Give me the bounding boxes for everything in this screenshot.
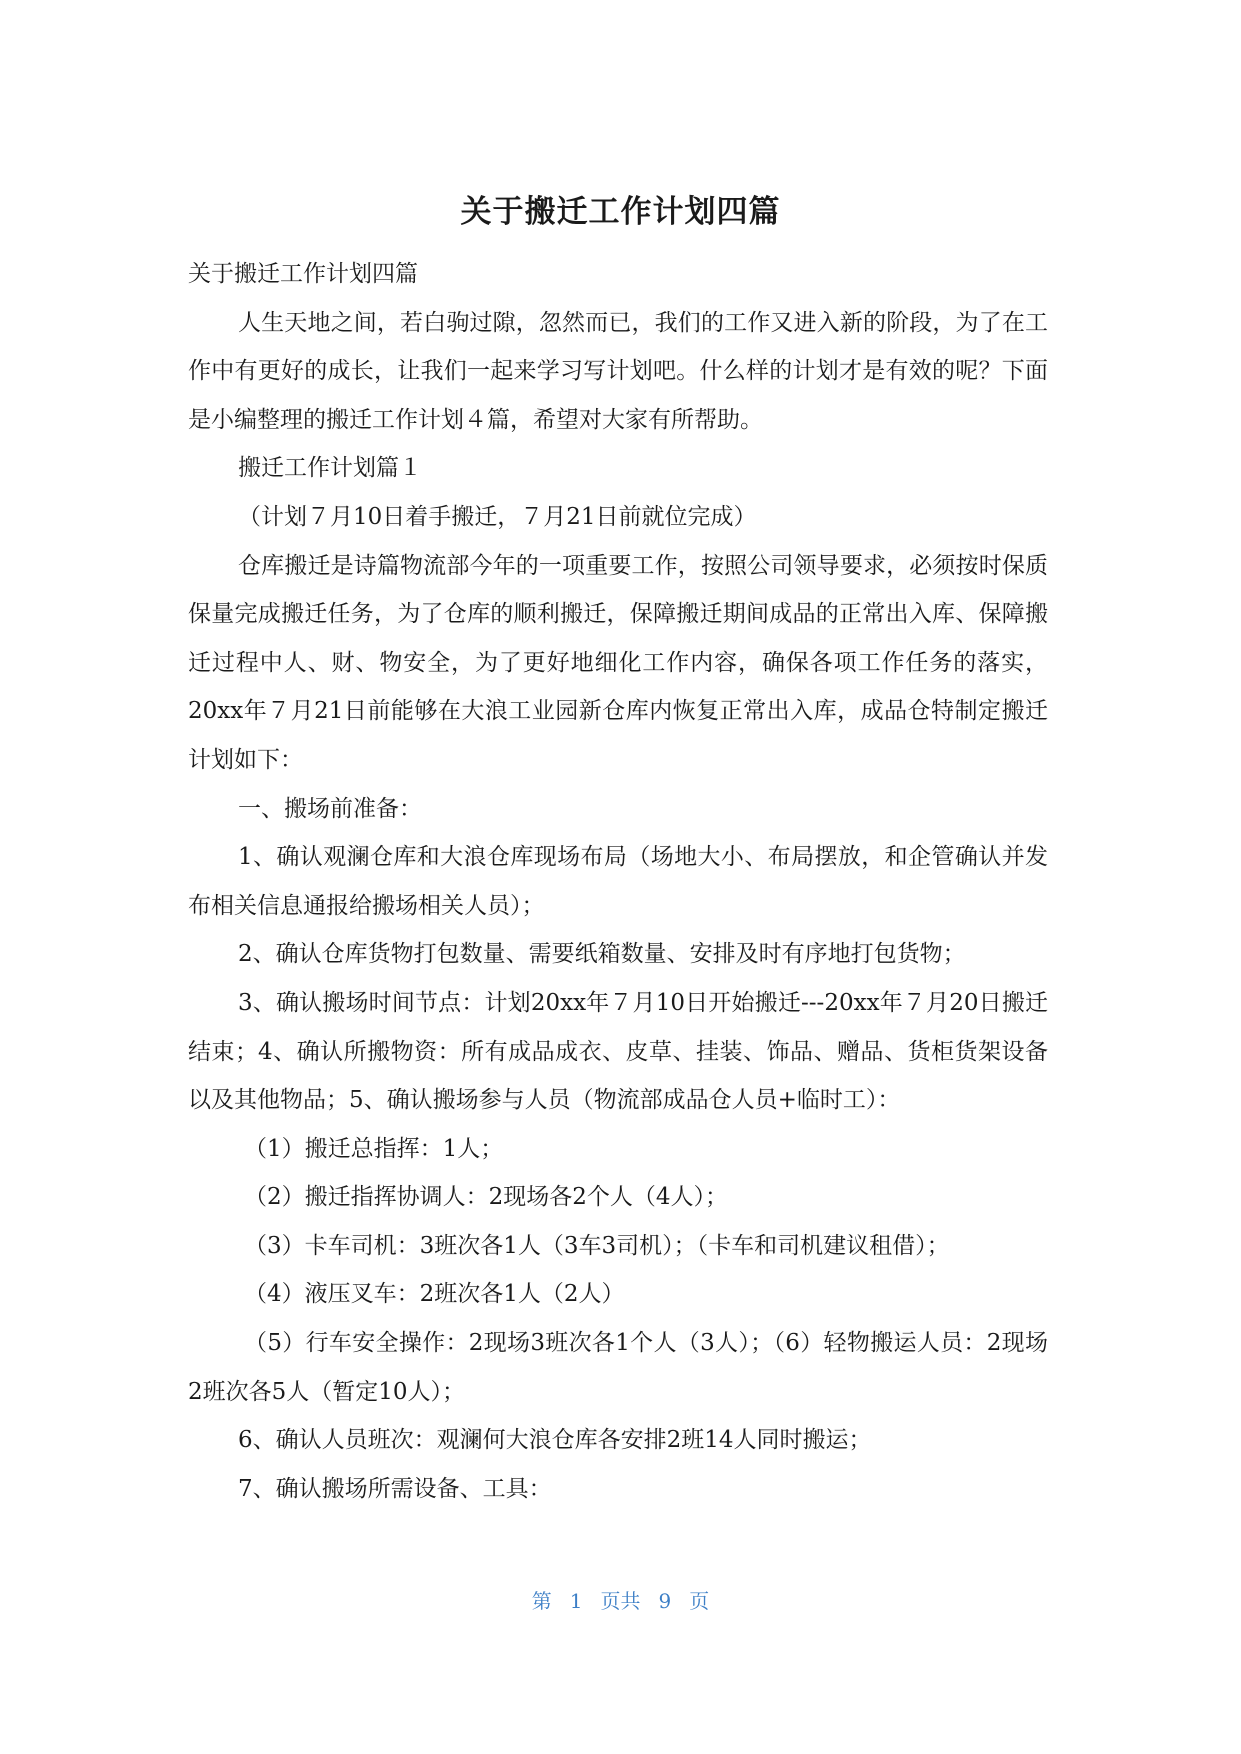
paragraph: 仓库搬迁是诗篇物流部今年的一项重要工作，按照公司领导要求，必须按时保质保量完成搬迁任务，为了仓库的顺利搬迁，保障搬迁期间成品的正常出入库、保障搬迁过程中人、财、物安全，为了更好地细化工作内容，确保各项工作任务的落实，20xx年７月21日前能够在大浪工业园新仓库内恢复正常出入库，成品仓特制定搬迁计划如下： (188, 552, 1048, 773)
list-item: （3）卡车司机：3班次各1人（3车3司机）；（卡车和司机建议租借）； (244, 1232, 950, 1259)
section-heading: 一、搬场前准备： (238, 795, 422, 822)
list-item: （4）液压叉车：2班次各1人（2人） (244, 1281, 625, 1308)
page-footer (0, 1587, 1241, 1615)
paragraph: （计划７月10日着手搬迁，７月21日前就位完成） (238, 503, 757, 530)
section-heading: 搬迁工作计划篇１ (238, 455, 422, 482)
list-item: （5）行车安全操作：2现场3班次各1个人（3人）；（6）轻物搬运人员：2现场2班次各5人（暂定10人）； (188, 1330, 1048, 1405)
list-item: （1）搬迁总指挥：1人； (244, 1135, 504, 1162)
list-item: （2）搬迁指挥协调人：2现场各2个人（4人）； (244, 1184, 729, 1211)
list-item: 1、确认观澜仓库和大浪仓库现场布局（场地大小、布局摆放，和企管确认并发布相关信息通报给搬场相关人员）； (188, 844, 1048, 919)
paragraph: 人生天地之间，若白驹过隙，忽然而已，我们的工作又进入新的阶段，为了在工作中有更好的成长，让我们一起来学习写计划吧。什么样的计划才是有效的呢？下面是小编整理的搬迁工作计划４篇，希望对大家有所帮助。 (188, 309, 1048, 433)
paragraph: 关于搬迁工作计划四篇 (188, 261, 418, 287)
list-item: 3、确认搬场时间节点：计划20xx年７月10日开始搬迁---20xx年７月20日搬迁结束；4、确认所搬物资：所有成品成衣、皮草、挂装、饰品、赠品、货柜货架设备以及其他物品；5、确认搬场参与人员（物流部成品仓人员+临时工）： (188, 989, 1048, 1114)
page-label-mid: 页共 (600, 1589, 641, 1613)
list-item: 7、确认搬场所需设备、工具： (238, 1475, 552, 1502)
page-label-prefix: 第 (531, 1589, 552, 1613)
page-label-suffix: 页 (689, 1589, 710, 1613)
page-current: 1 (569, 1589, 583, 1613)
document-body (188, 250, 1048, 1513)
list-item: 2、确认仓库货物打包数量、需要纸箱数量、安排及时有序地打包货物； (238, 941, 966, 968)
page-total: 9 (658, 1589, 672, 1613)
document-title: 关于搬迁工作计划四篇 (460, 194, 781, 230)
list-item: 6、确认人员班次：观澜何大浪仓库各安排2班14人同时搬运； (238, 1427, 872, 1454)
